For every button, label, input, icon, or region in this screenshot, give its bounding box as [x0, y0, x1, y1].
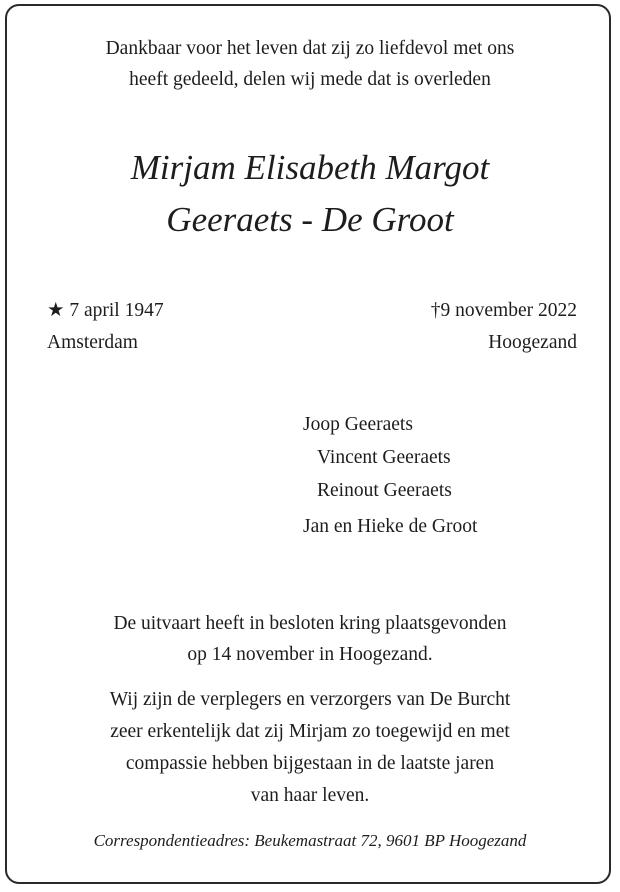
name-line: Mirjam Elisabeth Margot — [130, 148, 490, 187]
funeral-line: op 14 november in Hoogezand. — [187, 644, 433, 665]
name-line: Geeraets - De Groot — [166, 200, 454, 239]
thanks-line: compassie hebben bijgestaan in de laatste jaren — [125, 753, 495, 774]
intro-line: heeft gedeeld, delen wij mede dat is overleden — [129, 69, 491, 90]
thanks-line: van haar leven. — [250, 785, 370, 806]
birth-place: Amsterdam — [47, 332, 138, 353]
birth-date: 7 april 1947 — [69, 300, 164, 321]
intro-text — [0, 33, 620, 95]
family-child: Reinout Geeraets — [317, 480, 452, 501]
thanks-text — [0, 684, 620, 812]
thanks-line: Wij zijn de verplegers en verzorgers van De Burcht — [109, 689, 511, 710]
intro-line: Dankbaar voor het leven dat zij zo liefdevol met ons — [105, 38, 515, 59]
star-icon: ★ — [47, 300, 65, 321]
deceased-name — [0, 142, 620, 246]
death-place: Hoogezand — [488, 332, 577, 353]
cross-icon: † — [430, 300, 441, 321]
death-date: 9 november 2022 — [440, 300, 577, 321]
family-spouse: Joop Geeraets — [303, 414, 413, 435]
family-list — [303, 408, 477, 543]
death-info — [431, 295, 577, 359]
correspondence-address: Correspondentieadres: Beukemastraat 72, 9601 BP Hoogezand — [93, 831, 527, 850]
thanks-line: zeer erkentelijk dat zij Mirjam zo toegewijd en met — [110, 721, 510, 742]
family-relatives: Jan en Hieke de Groot — [303, 516, 478, 537]
funeral-text — [0, 608, 620, 670]
birth-info — [47, 295, 164, 359]
family-child: Vincent Geeraets — [317, 447, 451, 468]
funeral-line: De uitvaart heeft in besloten kring plaatsgevonden — [113, 613, 507, 634]
